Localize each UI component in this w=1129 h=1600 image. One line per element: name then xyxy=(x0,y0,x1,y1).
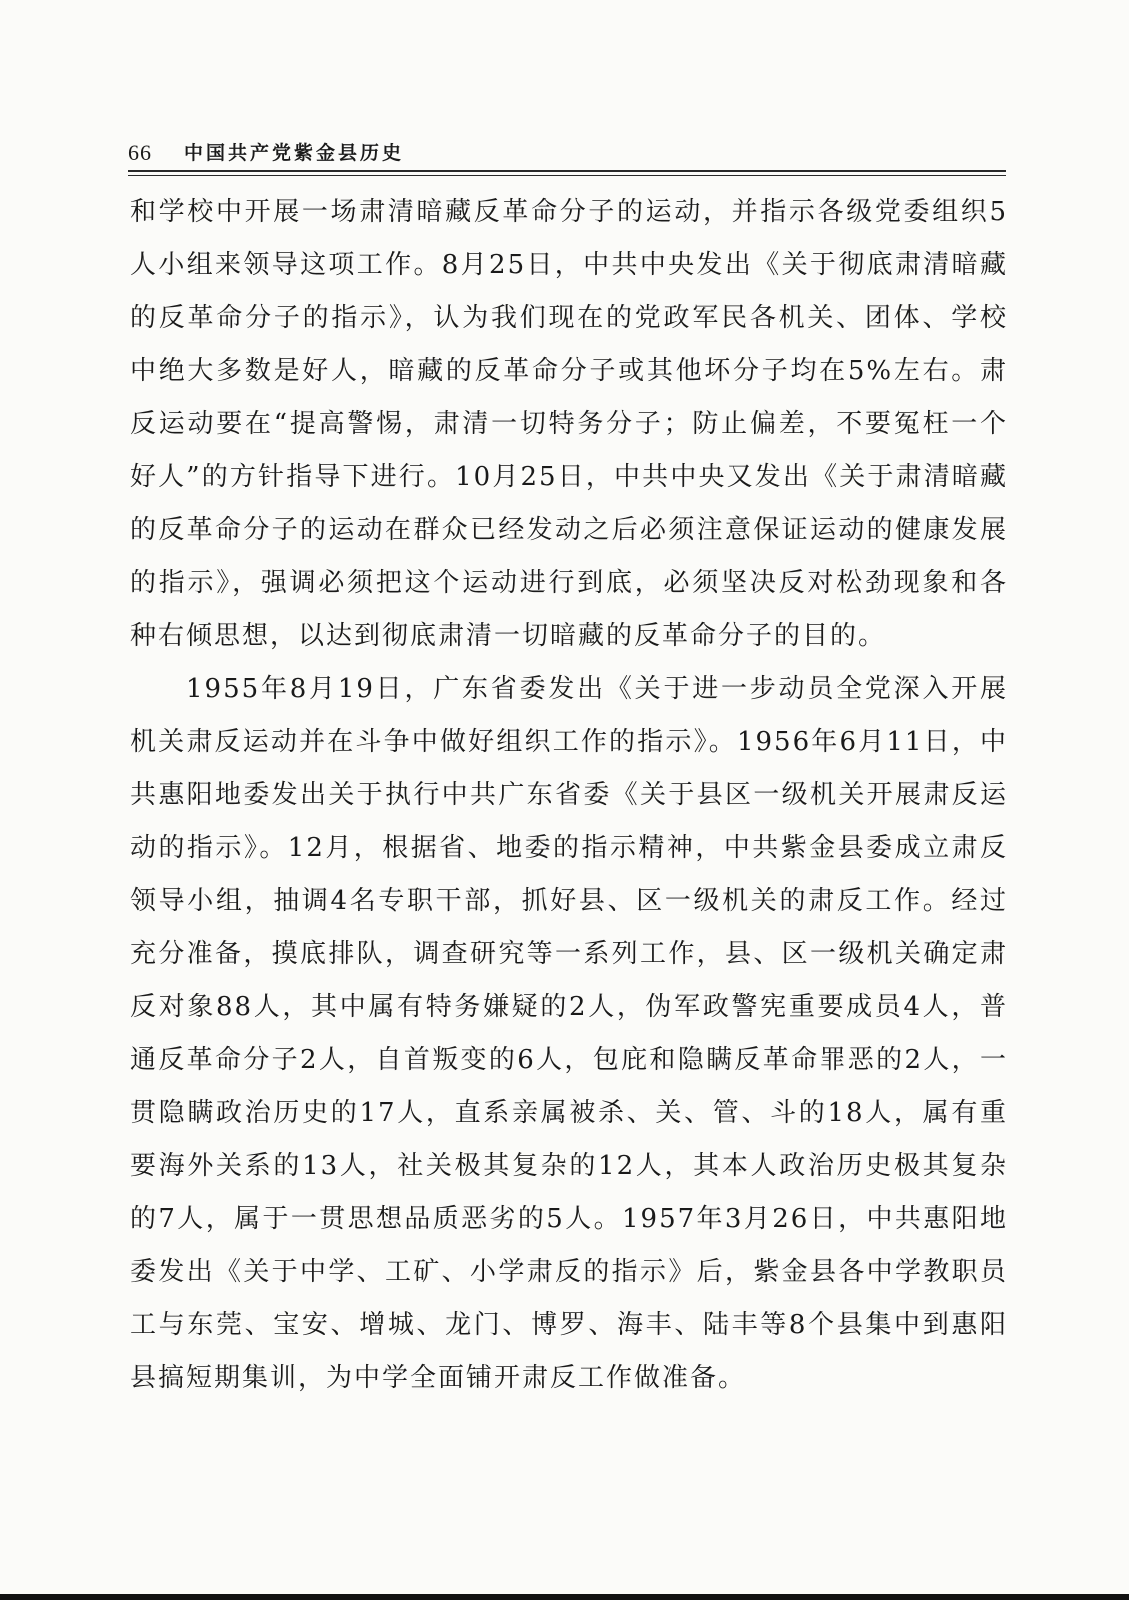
header-rule-thick xyxy=(128,170,1006,172)
paragraph-continuation: 和学校中开展一场肃清暗藏反革命分子的运动，并指示各级党委组织5人小组来领导这项工作。8月25日，中共中央发出《关于彻底肃清暗藏的反革命分子的指示》，认为我们现在的党政军民各机关、团体、学校中绝大多数是好人，暗藏的反革命分子或其他坏分子均在5%左右。肃反运动要在“提高警惕，肃清一切特务分子；防止偏差，不要冤枉一个好人”的方针指导下进行。10月25日，中共中央又发出《关于肃清暗藏的反革命分子的运动在群众已经发动之后必须注意保证运动的健康发展的指示》，强调必须把这个运动进行到底，必须坚决反对松劲现象和各种右倾思想，以达到彻底肃清一切暗藏的反革命分子的目的。 xyxy=(130,197,1008,651)
book-title: 中国共产党紫金县历史 xyxy=(184,142,405,164)
paragraph-1955-guangdong: 1955年8月19日，广东省委发出《关于进一步动员全党深入开展机关肃反运动并在斗争中做好组织工作的指示》。1956年6月11日，中共惠阳地委发出关于执行中共广东省委《关于县区一级机关开展肃反运动的指示》。12月，根据省、地委的指示精神，中共紫金县委成立肃反领导小组，抽调4名专职干部，抓好县、区一级机关的肃反工作。经过充分准备，摸底排队，调查研究等一系列工作，县、区一级机关确定肃反对象88人，其中属有特务嫌疑的2人，伪军政警宪重要成员4人，普通反革命分子2人，自首叛变的6人，包庇和隐瞒反革命罪恶的2人，一贯隐瞒政治历史的17人，直系亲属被杀、关、管、斗的18人，属有重要海外关系的13人，社关极其复杂的12人，其本人政治历史极其复杂的7人，属于一贯思想品质恶劣的5人。1957年3月26日，中共惠阳地委发出《关于中学、工矿、小学肃反的指示》后，紫金县各中学教职员工与东莞、宝安、增城、龙门、博罗、海丰、陆丰等8个县集中到惠阳县搞短期集训，为中学全面铺开肃反工作做准备。 xyxy=(130,674,1008,1393)
running-header xyxy=(128,138,1006,168)
body-text xyxy=(130,186,1008,1405)
page-number: 66 xyxy=(128,140,152,165)
scan-bottom-edge xyxy=(0,1594,1129,1600)
header-rule-thin xyxy=(128,175,1006,176)
